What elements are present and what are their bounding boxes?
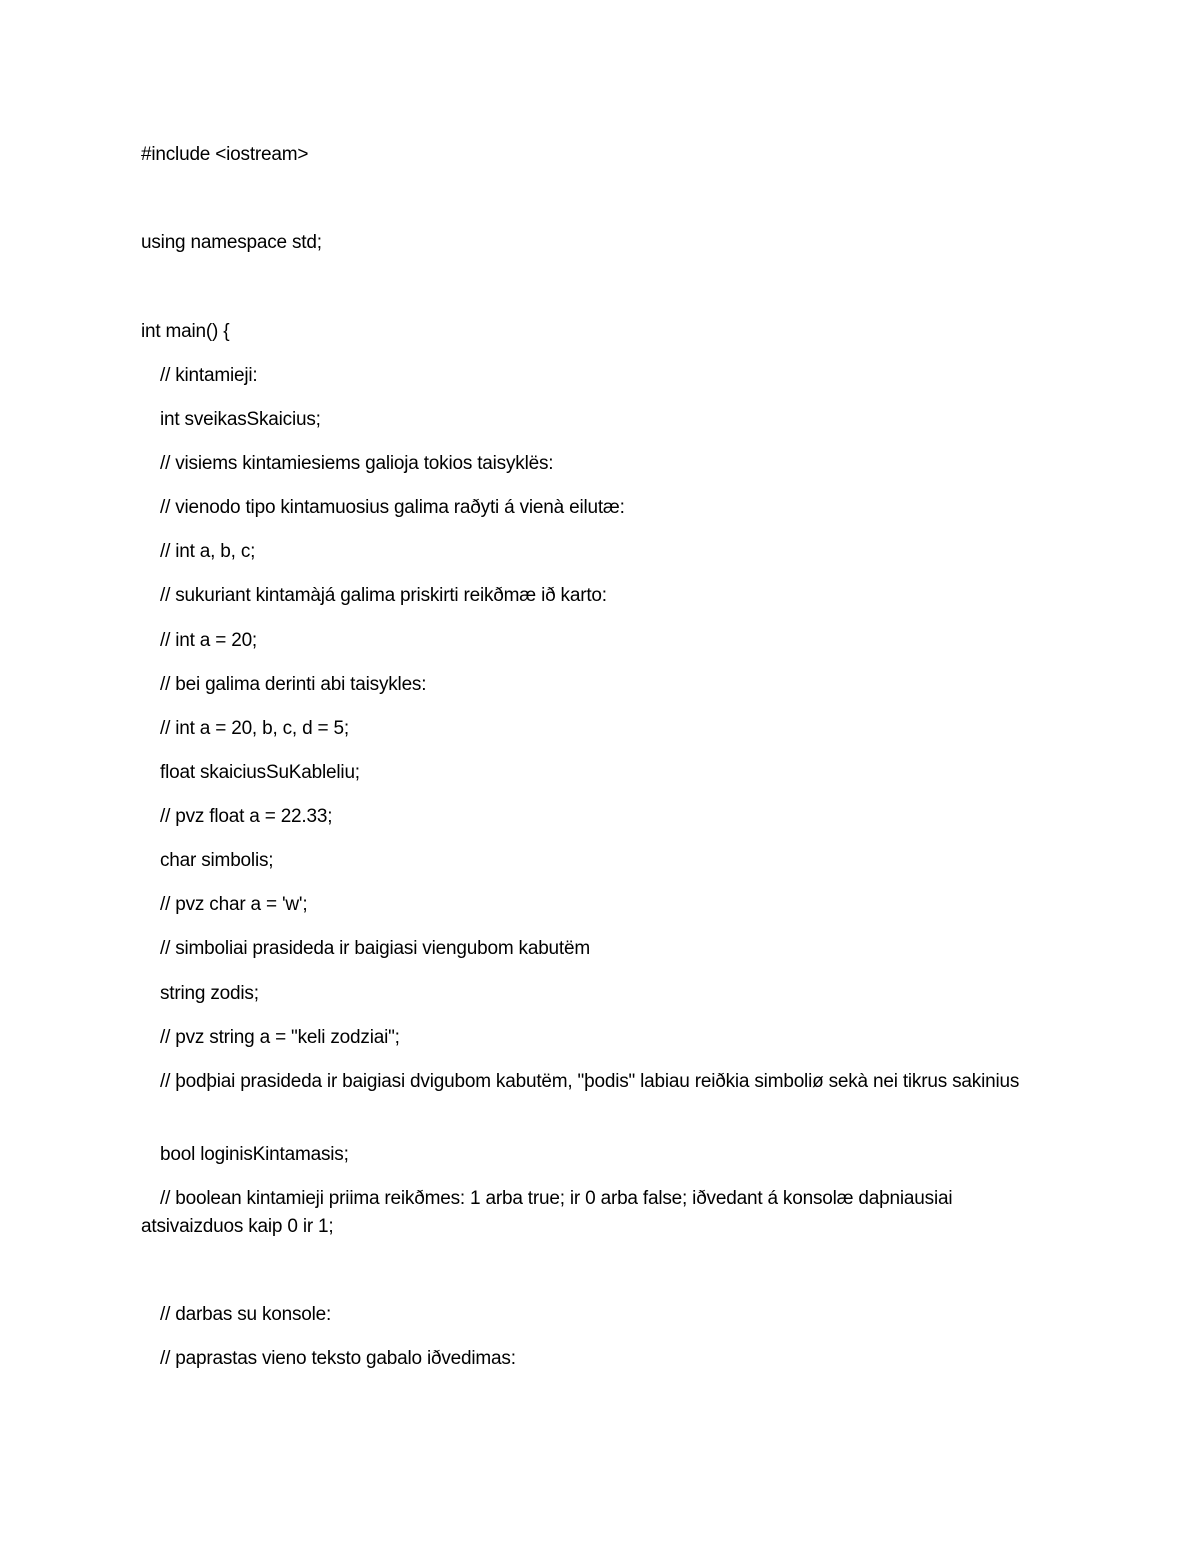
code-line: // pvz float a = 22.33; (160, 806, 333, 827)
code-line: // pvz string a = "keli zodziai"; (160, 1027, 400, 1048)
code-line-wrapped: // þodþiai prasideda ir baigiasi dvigubom kabutëm, "þodis" labiau reiðkia simboliø sekà nei tikrus sakinius (160, 1071, 1020, 1092)
code-line: bool loginisKintamasis; (160, 1144, 349, 1165)
code-line: float skaiciusSuKableliu; (160, 762, 360, 783)
code-line: // int a = 20; (160, 630, 258, 651)
code-line: // visiems kintamiesiems galioja tokios taisyklës: (160, 453, 554, 474)
code-line: // darbas su konsole: (160, 1304, 332, 1325)
code-line: // vienodo tipo kintamuosius galima raðyti á vienà eilutæ: (160, 497, 625, 518)
code-line-include: #include <iostream> (141, 144, 309, 165)
code-line-using-namespace: using namespace std; (141, 232, 322, 253)
code-line: // bei galima derinti abi taisykles: (160, 674, 427, 695)
code-line-wrapped: // boolean kintamieji priima reikðmes: 1 arba true; ir 0 arba false; iðvedant á konsolæ daþniausiai atsivaizduos kaip 0 ir 1; (141, 1188, 958, 1237)
code-line: // int a = 20, b, c, d = 5; (160, 718, 349, 739)
code-line: int sveikasSkaicius; (160, 409, 321, 430)
code-line: // kintamieji: (160, 365, 258, 386)
code-line-main: int main() { (141, 321, 230, 342)
code-line: // int a, b, c; (160, 541, 256, 562)
code-line: // simboliai prasideda ir baigiasi viengubom kabutëm (160, 938, 590, 959)
code-line: char simbolis; (160, 850, 274, 871)
code-line: string zodis; (160, 983, 259, 1004)
code-line: // sukuriant kintamàjá galima priskirti reikðmæ ið karto: (160, 585, 607, 606)
code-line: // pvz char a = 'w'; (160, 894, 308, 915)
code-line: // paprastas vieno teksto gabalo iðvedimas: (160, 1348, 516, 1369)
